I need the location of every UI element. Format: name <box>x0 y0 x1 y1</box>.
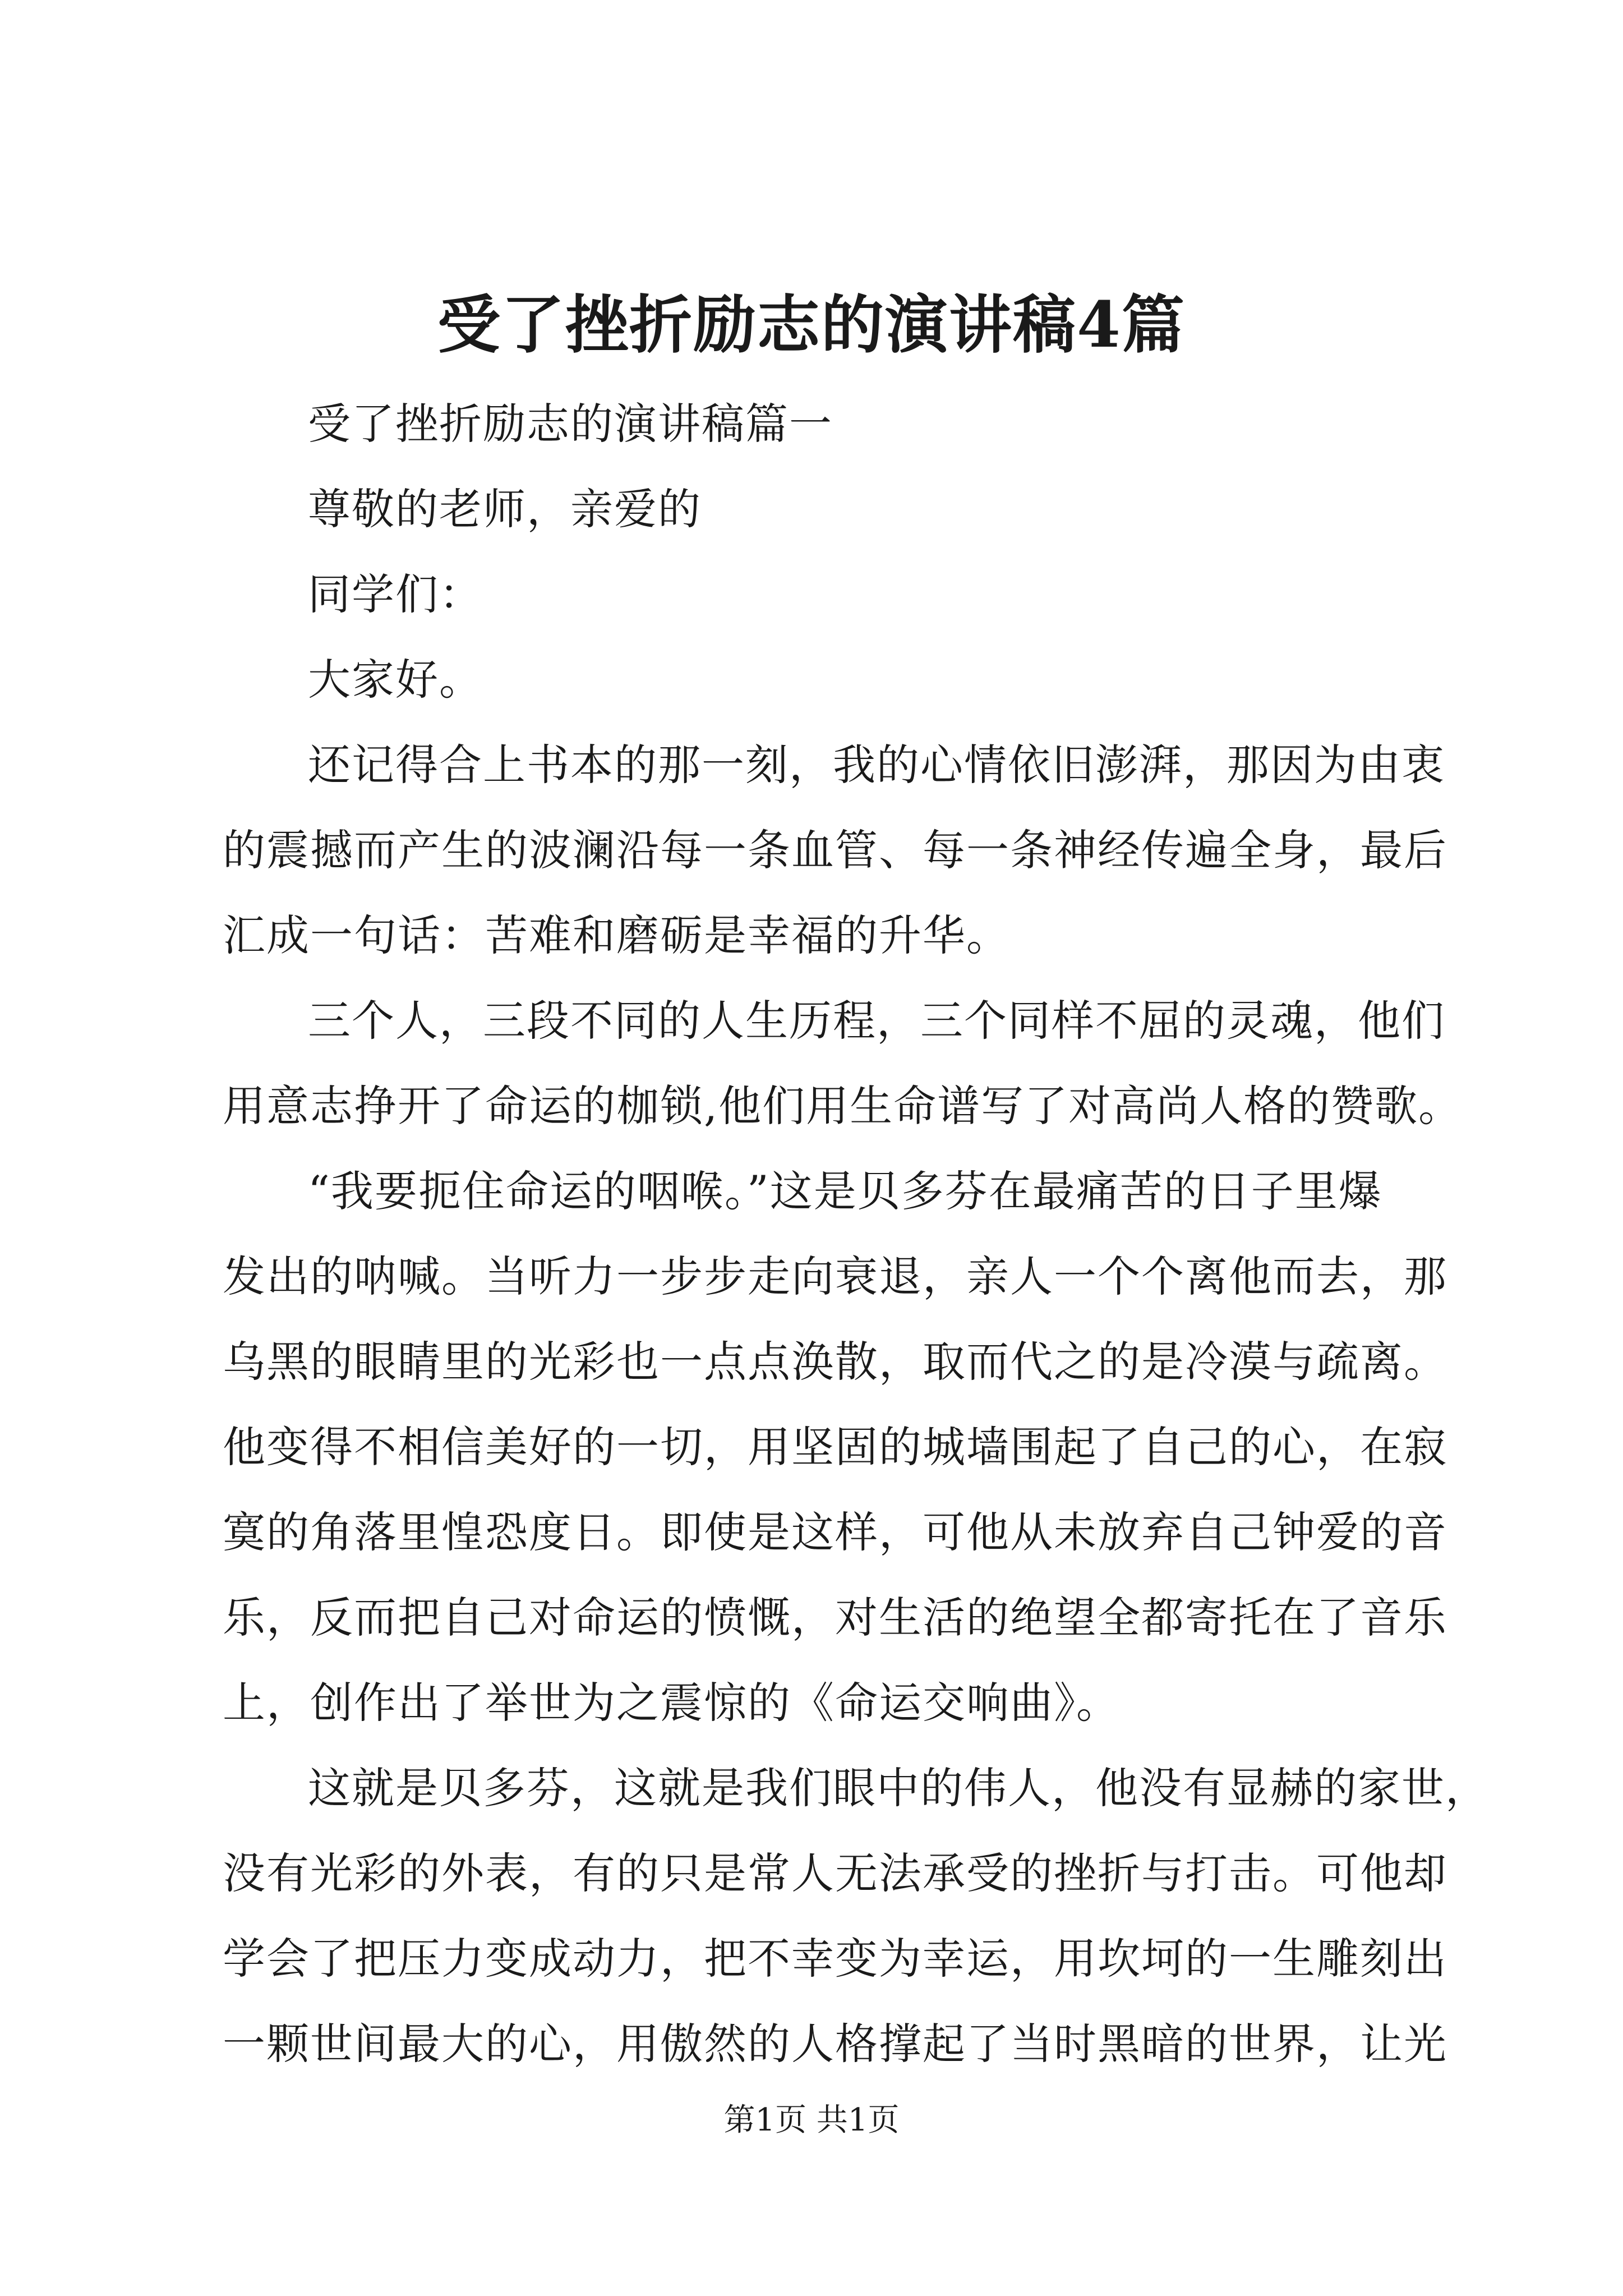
body-line: 三个人，三段不同的人生历程，三个同样不屈的灵魂，他们 <box>308 996 1445 1046</box>
body-line: 受了挫折励志的演讲稿篇一 <box>308 399 833 449</box>
body-line: 同学们： <box>308 569 483 619</box>
body-line: 尊敬的老师，亲爱的 <box>308 484 702 534</box>
body-line: 汇成一句话：苦难和磨砺是幸福的升华。 <box>223 910 1010 960</box>
body-line: 寞的角落里惶恐度日。即使是这样，可他从未放弃自己钟爱的音 <box>223 1507 1447 1557</box>
body-line: 大家好。 <box>308 655 483 705</box>
body-line: 这就是贝多芬，这就是我们眼中的伟人，他没有显赫的家世， <box>308 1763 1489 1813</box>
body-line: 乐，反而把自己对命运的愤慨，对生活的绝望全都寄托在了音乐 <box>223 1593 1447 1642</box>
body-line: 发出的呐喊。当听力一步步走向衰退，亲人一个个离他而去，那 <box>223 1251 1447 1301</box>
body-line: 学会了把压力变成动力，把不幸变为幸运，用坎坷的一生雕刻出 <box>223 1934 1447 1984</box>
body-line: 用意志挣开了命运的枷锁,他们用生命谱写了对高尚人格的赞歌。 <box>223 1081 1463 1131</box>
body-line: 一颗世间最大的心，用傲然的人格撑起了当时黑暗的世界，让光 <box>223 2019 1447 2069</box>
body-line: 的震撼而产生的波澜沿每一条血管、每一条神经传遍全身，最后 <box>223 825 1447 875</box>
document-title: 受了挫折励志的演讲稿4篇 <box>437 288 1186 362</box>
body-line: 他变得不相信美好的一切，用坚固的城墙围起了自己的心，在寂 <box>223 1422 1447 1472</box>
body-line: 上，创作出了举世为之震惊的《命运交响曲》。 <box>223 1678 1120 1728</box>
body-line: 没有光彩的外表，有的只是常人无法承受的挫折与打击。可他却 <box>223 1848 1447 1898</box>
document-body <box>223 381 1489 2087</box>
body-line: 乌黑的眼睛里的光彩也一点点涣散，取而代之的是冷漠与疏离。 <box>223 1337 1447 1387</box>
body-line: 还记得合上书本的那一刻，我的心情依旧澎湃，那因为由衷 <box>308 740 1445 790</box>
page-footer: 第1页 共1页 <box>723 2102 900 2138</box>
body-line: “我要扼住命运的咽喉。”这是贝多芬在最痛苦的日子里爆 <box>308 1166 1382 1216</box>
